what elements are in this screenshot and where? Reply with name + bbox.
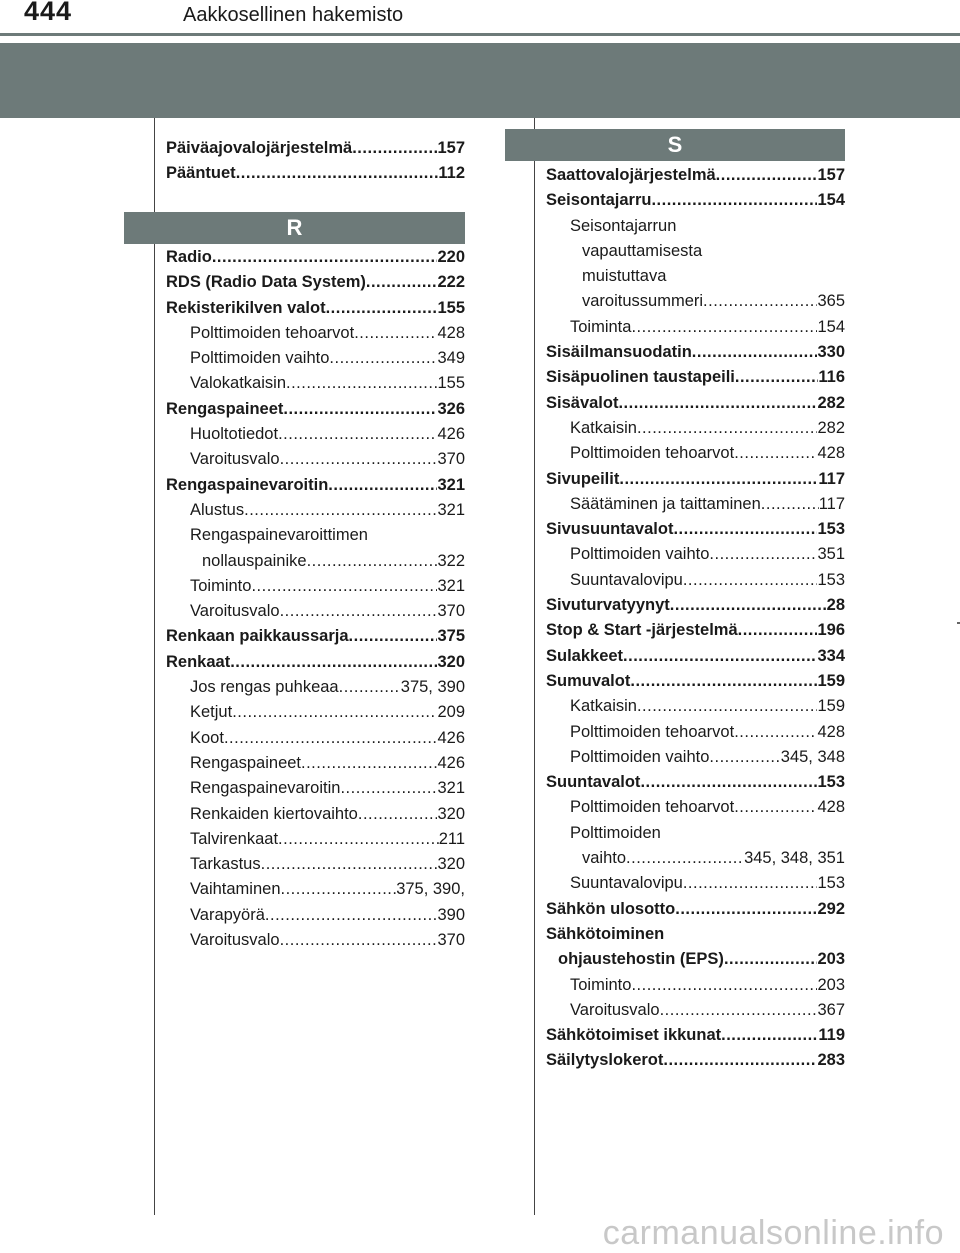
index-entry-label: Katkaisin bbox=[570, 418, 637, 437]
index-entry-label: Huoltotiedot bbox=[190, 425, 279, 444]
leader-dots bbox=[663, 1048, 817, 1073]
index-entry-page: 282 bbox=[817, 393, 845, 412]
index-entry bbox=[546, 669, 845, 694]
leader-dots bbox=[329, 346, 437, 371]
index-entry bbox=[546, 391, 845, 416]
index-entry-label: Koot bbox=[190, 728, 224, 747]
index-entry bbox=[166, 700, 465, 725]
column-divider-left bbox=[154, 118, 155, 1215]
index-entry bbox=[546, 264, 845, 289]
index-entry-label: Radio bbox=[166, 248, 212, 266]
index-entry bbox=[166, 852, 465, 877]
leader-dots bbox=[683, 568, 818, 593]
leader-dots bbox=[307, 549, 438, 574]
leader-dots bbox=[618, 391, 817, 416]
index-entry-page: 326 bbox=[437, 399, 465, 418]
index-entry-label: Sisävalot bbox=[546, 393, 619, 412]
index-entry-page: 426 bbox=[437, 753, 465, 772]
index-entry-page: 334 bbox=[817, 646, 845, 665]
leader-dots bbox=[631, 973, 817, 998]
index-entry-label: Varoitusvalo bbox=[570, 1000, 660, 1019]
leader-dots bbox=[716, 163, 818, 188]
index-entry bbox=[546, 239, 845, 264]
index-entry-label: Rengaspainevaroitin bbox=[166, 475, 329, 494]
leader-dots bbox=[265, 903, 438, 928]
page-number: 444 bbox=[24, 0, 73, 26]
index-entry-label: Sisäilmansuodatin bbox=[546, 343, 692, 362]
index-entry-label: Polttimoiden vaihto bbox=[190, 349, 330, 368]
index-entry bbox=[546, 618, 845, 643]
leader-dots bbox=[280, 928, 438, 953]
index-entry bbox=[546, 871, 845, 896]
leader-dots bbox=[230, 650, 437, 675]
index-entry-page: 375, 390 bbox=[400, 678, 465, 697]
index-entry-page: 426 bbox=[437, 728, 465, 747]
index-entry bbox=[166, 136, 465, 161]
index-entry-label: Rekisterikilven valot bbox=[166, 298, 326, 317]
index-entry-label: RDS (Radio Data System) bbox=[166, 273, 366, 292]
index-entry-page: 320 bbox=[437, 855, 465, 874]
index-entry-label: Sähkötoimiset ikkunat bbox=[546, 1026, 722, 1045]
index-entry-page: 203 bbox=[817, 975, 845, 994]
leader-dots bbox=[724, 947, 818, 972]
section-s-letter-bar bbox=[505, 129, 845, 161]
index-entry bbox=[546, 795, 845, 820]
index-entry-page: 119 bbox=[818, 1026, 845, 1045]
index-entry-page: 155 bbox=[437, 374, 465, 393]
leader-dots bbox=[339, 675, 401, 700]
index-entry-page: 351 bbox=[817, 545, 845, 564]
index-entry bbox=[546, 821, 845, 846]
leader-dots bbox=[212, 245, 438, 270]
leader-dots bbox=[692, 340, 818, 365]
leader-dots bbox=[326, 296, 438, 321]
index-entry-label: Sivuturvatyynyt bbox=[546, 596, 670, 615]
index-entry-label: Ketjut bbox=[190, 703, 233, 722]
leader-dots bbox=[709, 745, 780, 770]
index-entry-page: 28 bbox=[826, 596, 845, 615]
index-entry-page: 321 bbox=[437, 779, 465, 798]
index-entry-label: Polttimoiden vaihto bbox=[570, 747, 710, 766]
index-entry-label: Varapyörä bbox=[190, 905, 265, 924]
index-entry-page: 117 bbox=[818, 494, 845, 513]
index-entry bbox=[166, 928, 465, 953]
index-entry-label: Rengaspainevaroittimen bbox=[190, 526, 368, 545]
index-entry-page: 157 bbox=[817, 166, 845, 184]
leader-dots bbox=[734, 795, 817, 820]
index-entry bbox=[166, 498, 465, 523]
index-entry-page: 211 bbox=[438, 829, 465, 848]
index-entry-page: 320 bbox=[437, 652, 465, 671]
index-entry-label: Polttimoiden tehoarvot bbox=[570, 722, 735, 741]
leader-dots bbox=[623, 644, 817, 669]
leader-dots bbox=[738, 618, 818, 643]
index-entry bbox=[546, 593, 845, 618]
index-entry-label: Toiminto bbox=[190, 576, 252, 595]
leader-dots bbox=[286, 371, 437, 396]
index-entry bbox=[546, 947, 845, 972]
index-entry-page: 375 bbox=[437, 627, 465, 646]
leader-dots bbox=[637, 694, 818, 719]
leader-dots bbox=[673, 517, 817, 542]
leader-dots bbox=[366, 270, 438, 295]
index-entry bbox=[166, 776, 465, 801]
index-entry-page: 367 bbox=[817, 1000, 845, 1019]
index-entry bbox=[166, 624, 465, 649]
index-entry bbox=[546, 998, 845, 1023]
index-entry-label: Rengaspainevaroitin bbox=[190, 779, 341, 798]
index-entry-label: Suuntavalovipu bbox=[570, 570, 683, 589]
leader-dots bbox=[244, 498, 437, 523]
leader-dots bbox=[280, 447, 438, 472]
index-entry-label: vapauttamisesta bbox=[582, 241, 703, 260]
leader-dots bbox=[626, 846, 744, 871]
leader-dots bbox=[278, 422, 437, 447]
leader-dots bbox=[675, 897, 817, 922]
chapter-title: Aakkosellinen hakemisto bbox=[183, 4, 404, 26]
index-entry-label: Seisontajarrun bbox=[570, 216, 677, 235]
index-entry-label: Talvirenkaat bbox=[190, 829, 279, 848]
index-entry bbox=[166, 371, 465, 396]
index-entry bbox=[546, 542, 845, 567]
leader-dots bbox=[283, 397, 437, 422]
index-entry bbox=[546, 416, 845, 441]
index-entry bbox=[166, 599, 465, 624]
index-entry bbox=[166, 422, 465, 447]
index-entry-page: 282 bbox=[817, 418, 845, 437]
index-entry-label: ohjaustehostin (EPS) bbox=[558, 950, 724, 969]
index-entry-label: Katkaisin bbox=[570, 697, 637, 716]
index-entry bbox=[546, 644, 845, 669]
index-entry-page: 370 bbox=[437, 602, 465, 621]
leader-dots bbox=[735, 365, 819, 390]
leader-dots bbox=[631, 315, 817, 340]
index-entry-page: 112 bbox=[438, 164, 465, 183]
index-entry bbox=[546, 846, 845, 871]
leader-dots bbox=[651, 188, 817, 213]
index-entry-label: Valokatkaisin bbox=[190, 374, 286, 393]
index-entry-label: Sivupeilit bbox=[546, 469, 620, 488]
index-entry-label: Renkaan paikkaussarja bbox=[166, 627, 349, 646]
index-entry-page: 321 bbox=[437, 475, 465, 494]
index-entry-page: 426 bbox=[437, 425, 465, 444]
index-entry-page: 154 bbox=[817, 317, 845, 336]
leader-dots bbox=[734, 720, 817, 745]
index-entry-page: 196 bbox=[817, 621, 845, 640]
leader-dots bbox=[280, 599, 438, 624]
index-entry-page: 155 bbox=[437, 298, 465, 317]
leader-dots bbox=[281, 877, 397, 902]
index-entry-label: Sähkön ulosotto bbox=[546, 899, 676, 918]
index-entry bbox=[546, 745, 845, 770]
index-entry-page: 322 bbox=[437, 551, 465, 570]
index-entry-page: 330 bbox=[817, 343, 845, 362]
index-entry-page: 222 bbox=[437, 273, 465, 292]
leader-dots bbox=[278, 827, 439, 852]
index-entry-label: Sulakkeet bbox=[546, 646, 624, 665]
index-entry-page: 153 bbox=[817, 570, 845, 589]
index-entry-page: 365 bbox=[817, 292, 845, 311]
leader-dots bbox=[619, 467, 818, 492]
leader-dots bbox=[721, 1023, 818, 1048]
index-entry-page: 349 bbox=[437, 349, 465, 368]
index-entry-label: Stop & Start -järjestelmä bbox=[546, 621, 738, 640]
index-entry bbox=[546, 365, 845, 390]
index-entry bbox=[166, 397, 465, 422]
index-entry-label: Pääntuet bbox=[166, 164, 236, 183]
leader-dots bbox=[660, 998, 818, 1023]
index-entry-label: Sähkötoiminen bbox=[546, 924, 665, 943]
index-entry-page: 321 bbox=[437, 500, 465, 519]
index-entry bbox=[546, 163, 845, 188]
index-entry-label: Suuntavalovipu bbox=[570, 874, 683, 893]
index-entry-page: 370 bbox=[437, 450, 465, 469]
index-entry-label: Varoitusvalo bbox=[190, 602, 280, 621]
index-entry bbox=[166, 903, 465, 928]
index-entry-label: Päiväajovalojärjestelmä bbox=[166, 139, 353, 157]
leader-dots bbox=[328, 473, 437, 498]
index-entry bbox=[546, 492, 845, 517]
index-entry-label: Renkaiden kiertovaihto bbox=[190, 804, 358, 823]
index-entry-label: Sivusuuntavalot bbox=[546, 520, 674, 539]
index-entry-label: Rengaspaineet bbox=[190, 753, 302, 772]
index-entry-label: Polttimoiden tehoarvot bbox=[570, 798, 735, 817]
column-divider-right bbox=[534, 118, 535, 1215]
index-entry bbox=[546, 188, 845, 213]
index-entry bbox=[166, 549, 465, 574]
index-entry bbox=[546, 770, 845, 795]
left-column-r bbox=[166, 245, 465, 953]
index-entry bbox=[166, 675, 465, 700]
index-entry-page: 428 bbox=[437, 323, 465, 342]
index-entry bbox=[546, 1023, 845, 1048]
index-entry-page: 153 bbox=[817, 874, 845, 893]
index-entry-page: 320 bbox=[437, 804, 465, 823]
index-entry-label: Toiminta bbox=[570, 317, 632, 336]
index-entry-label: Polttimoiden tehoarvot bbox=[190, 323, 355, 342]
right-column-s bbox=[546, 163, 845, 1074]
leader-dots bbox=[637, 416, 818, 441]
index-entry-label: Varoitusvalo bbox=[190, 450, 280, 469]
index-entry-page: 428 bbox=[817, 722, 845, 741]
index-entry-label: vaihto bbox=[582, 849, 627, 868]
index-entry-page: 159 bbox=[817, 697, 845, 716]
index-entry-label: Vaihtaminen bbox=[190, 880, 281, 899]
index-entry-label: Polttimoiden bbox=[570, 823, 661, 842]
watermark: carmanualsonline.info bbox=[602, 1214, 944, 1252]
index-entry bbox=[166, 296, 465, 321]
index-entry bbox=[546, 897, 845, 922]
index-entry bbox=[166, 802, 465, 827]
index-entry bbox=[166, 650, 465, 675]
index-entry bbox=[546, 340, 845, 365]
index-entry-label: Seisontajarru bbox=[546, 191, 652, 210]
index-entry-label: Tarkastus bbox=[190, 855, 261, 874]
index-entry-label: Saattovalojärjestelmä bbox=[546, 166, 716, 184]
index-entry-label: Sumuvalot bbox=[546, 671, 631, 690]
index-entry-page: 117 bbox=[818, 469, 845, 488]
index-entry-page: 203 bbox=[817, 950, 845, 969]
section-r-letter: R bbox=[286, 215, 303, 240]
index-entry bbox=[546, 720, 845, 745]
index-entry-label: Säätäminen ja taittaminen bbox=[570, 494, 761, 513]
index-entry-page: 153 bbox=[817, 520, 845, 539]
index-entry bbox=[546, 568, 845, 593]
index-entry-label: Alustus bbox=[190, 500, 245, 519]
index-entry bbox=[166, 447, 465, 472]
leader-dots bbox=[640, 770, 817, 795]
index-entry-page: 390 bbox=[437, 905, 465, 924]
index-entry-label: Toiminto bbox=[570, 975, 632, 994]
index-entry bbox=[166, 574, 465, 599]
index-entry-page: 345, 348 bbox=[780, 747, 845, 766]
leader-dots bbox=[354, 321, 437, 346]
index-entry bbox=[166, 161, 465, 186]
index-entry-label: varoitussummeri bbox=[582, 292, 704, 311]
index-entry bbox=[546, 517, 845, 542]
leader-dots bbox=[349, 624, 438, 649]
index-entry-page: 370 bbox=[437, 931, 465, 950]
leader-dots bbox=[761, 492, 819, 517]
index-entry-label: Suuntavalot bbox=[546, 773, 641, 792]
index-entry bbox=[546, 694, 845, 719]
index-entry-page: 345, 348, 351 bbox=[744, 849, 845, 868]
index-entry bbox=[166, 751, 465, 776]
index-entry bbox=[166, 726, 465, 751]
index-entry bbox=[166, 245, 465, 270]
index-entry-label: Varoitusvalo bbox=[190, 931, 280, 950]
index-entry-label: Renkaat bbox=[166, 652, 231, 671]
index-entry bbox=[166, 827, 465, 852]
index-entry bbox=[546, 441, 845, 466]
index-entry-page: 428 bbox=[817, 444, 845, 463]
index-entry-page: 292 bbox=[817, 899, 845, 918]
index-entry-page: 283 bbox=[817, 1051, 845, 1070]
section-s-letter: S bbox=[667, 132, 683, 157]
index-entry bbox=[166, 523, 465, 548]
index-entry bbox=[546, 214, 845, 239]
index-entry-label: Polttimoiden tehoarvot bbox=[570, 444, 735, 463]
index-entry bbox=[166, 346, 465, 371]
index-entry-label: Säilytyslokerot bbox=[546, 1051, 664, 1070]
leader-dots bbox=[358, 802, 438, 827]
leader-dots bbox=[683, 871, 818, 896]
index-entry-page: 209 bbox=[437, 703, 465, 722]
index-entry bbox=[546, 315, 845, 340]
index-entry bbox=[166, 877, 465, 902]
index-entry-page: 153 bbox=[817, 773, 845, 792]
index-entry bbox=[546, 289, 845, 314]
leader-dots bbox=[703, 289, 817, 314]
index-entry bbox=[166, 473, 465, 498]
index-entry-page: 159 bbox=[817, 671, 845, 690]
index-entry-label: Jos rengas puhkeaa bbox=[190, 678, 339, 697]
leader-dots bbox=[261, 852, 438, 877]
header-band bbox=[0, 43, 960, 118]
index-entry bbox=[546, 973, 845, 998]
index-entry-page: 220 bbox=[437, 248, 465, 266]
leader-dots bbox=[340, 776, 437, 801]
leader-dots bbox=[301, 751, 437, 776]
index-entry-page: 116 bbox=[818, 368, 845, 387]
header-divider bbox=[0, 33, 960, 36]
index-entry-page: 154 bbox=[817, 191, 845, 210]
leader-dots bbox=[232, 700, 437, 725]
leader-dots bbox=[670, 593, 827, 618]
left-column-top bbox=[166, 136, 465, 187]
index-entry-page: 428 bbox=[817, 798, 845, 817]
index-entry-label: muistuttava bbox=[582, 267, 667, 286]
index-entry bbox=[546, 1048, 845, 1073]
leader-dots bbox=[630, 669, 817, 694]
index-entry bbox=[546, 467, 845, 492]
index-entry-page: 375, 390, bbox=[396, 880, 465, 899]
leader-dots bbox=[352, 136, 437, 161]
index-entry-label: nollauspainike bbox=[202, 551, 307, 570]
index-entry-page: 157 bbox=[437, 139, 465, 157]
index-entry-label: Rengaspaineet bbox=[166, 399, 284, 418]
index-entry bbox=[546, 922, 845, 947]
section-r-letter-bar bbox=[124, 212, 465, 244]
leader-dots bbox=[709, 542, 817, 567]
index-entry bbox=[166, 321, 465, 346]
index-entry-label: Polttimoiden vaihto bbox=[570, 545, 710, 564]
index-entry bbox=[166, 270, 465, 295]
leader-dots bbox=[236, 161, 439, 186]
leader-dots bbox=[224, 726, 438, 751]
index-entry-page: 321 bbox=[437, 576, 465, 595]
leader-dots bbox=[734, 441, 817, 466]
index-entry-label: Sisäpuolinen taustapeili bbox=[546, 368, 735, 387]
leader-dots bbox=[251, 574, 437, 599]
